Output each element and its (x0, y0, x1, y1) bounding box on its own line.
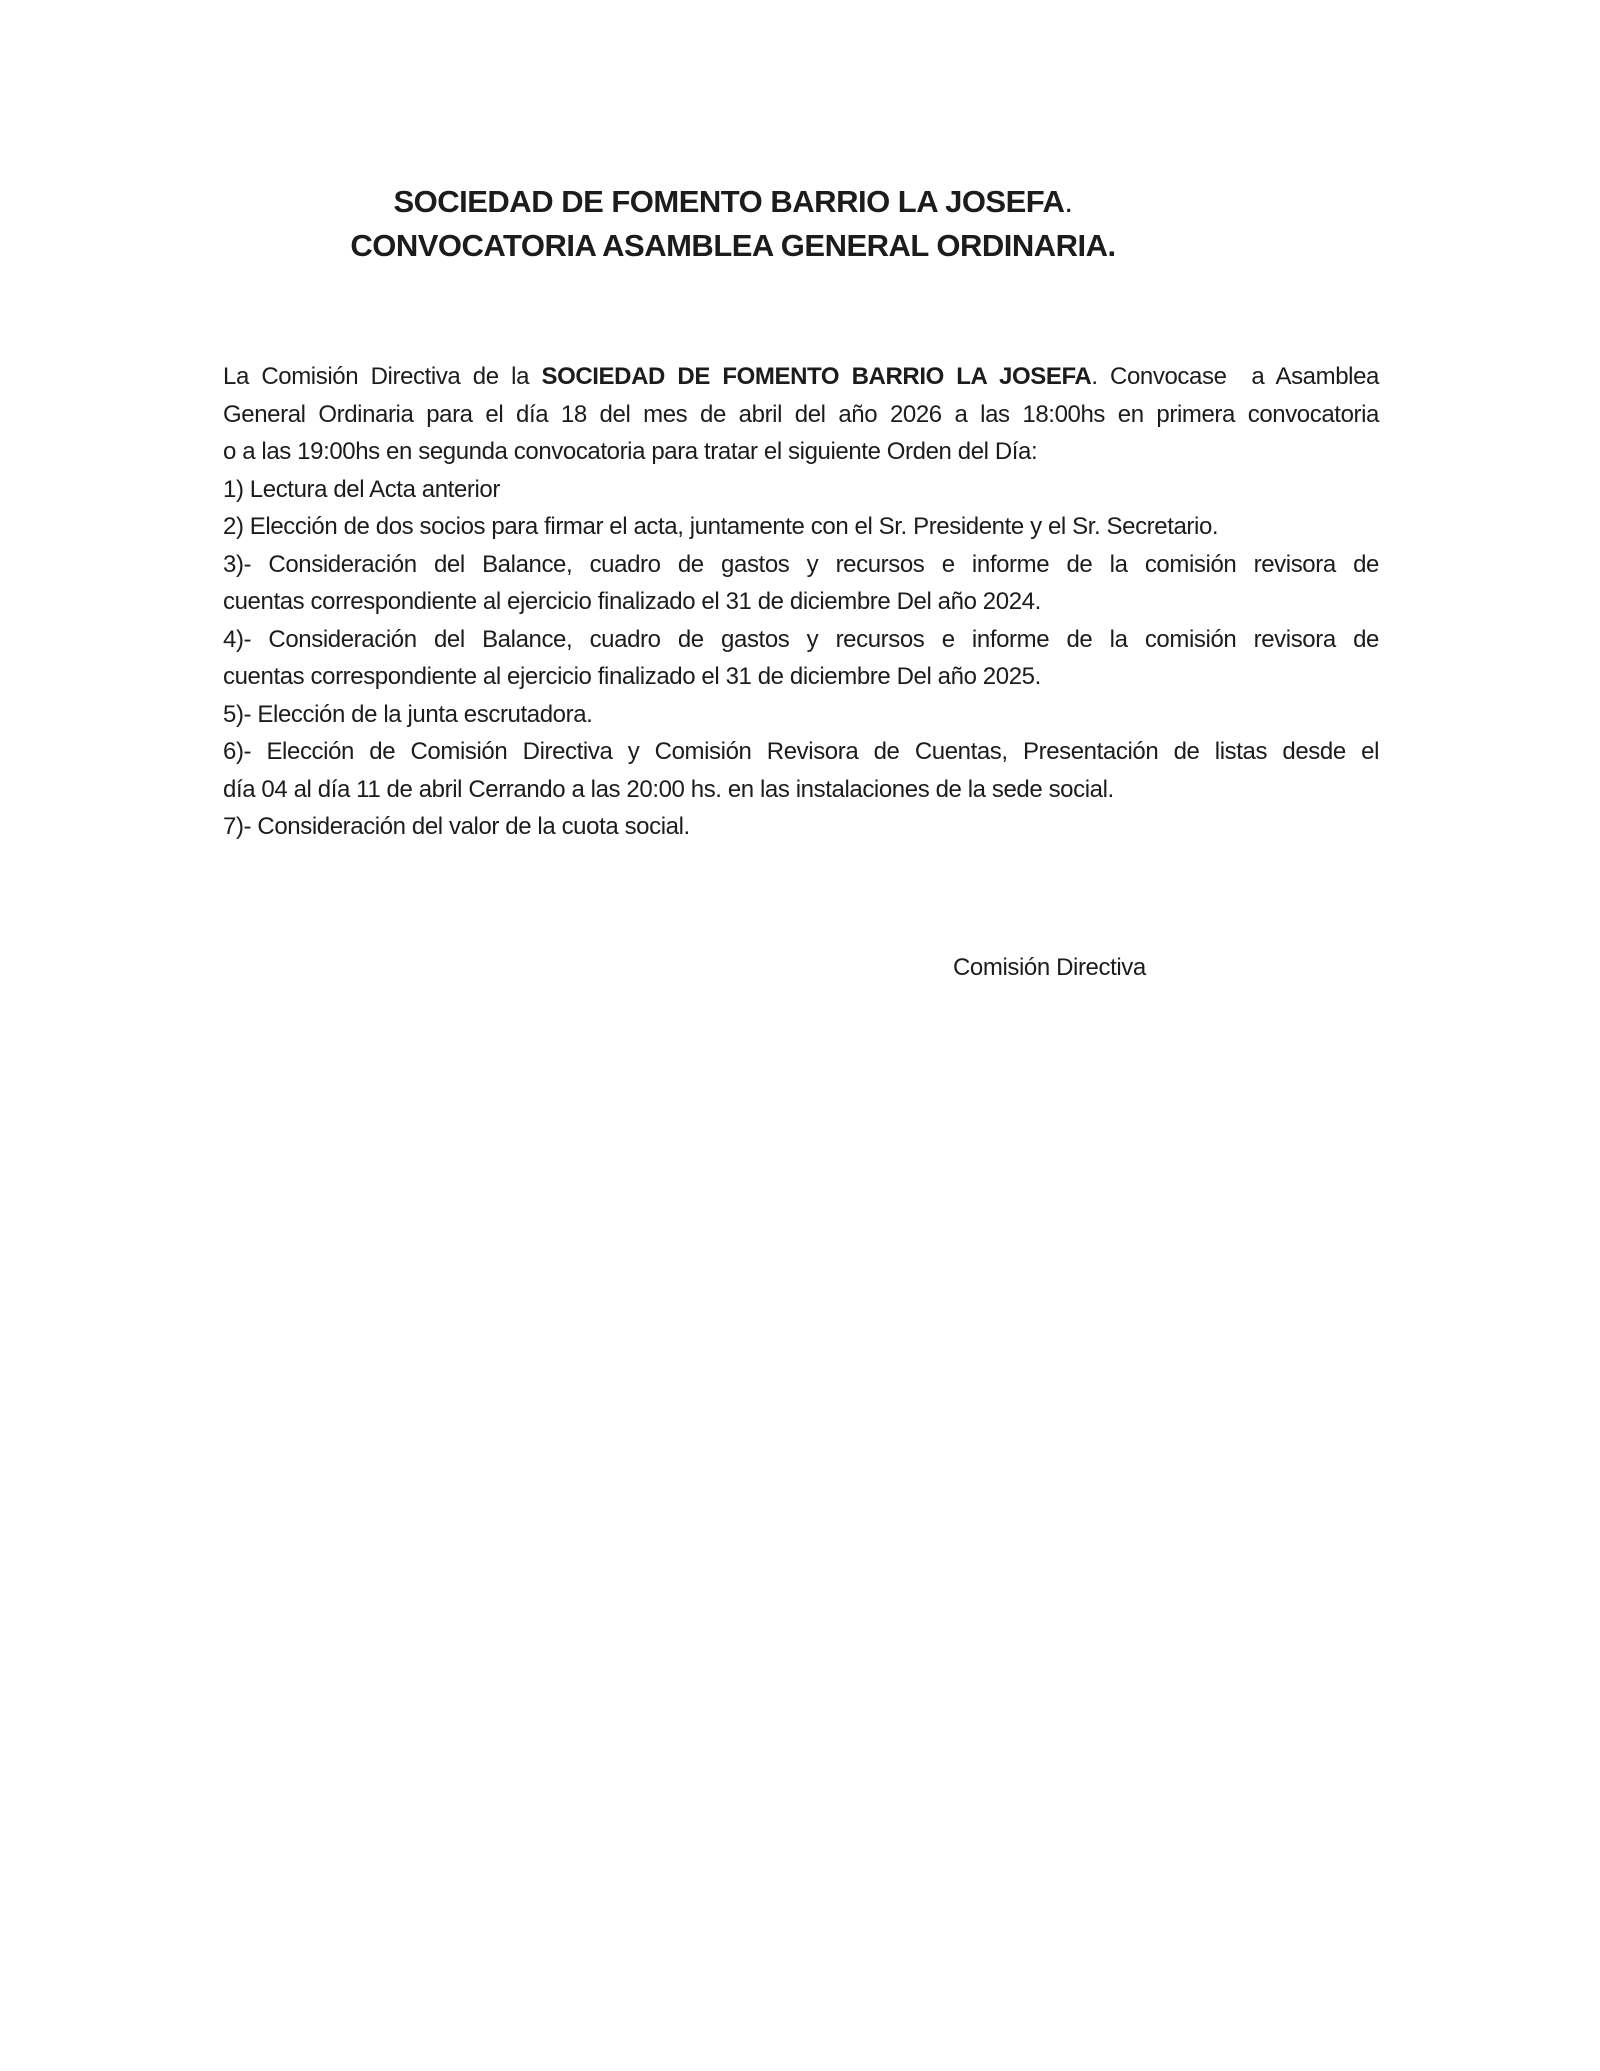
signature-text: Comisión Directiva (953, 953, 1146, 981)
agenda-item-3-line-1: 3)- Consideración del Balance, cuadro de gastos y recursos e informe de la comisión revisora de (223, 550, 1379, 578)
agenda-item-4-line-1: 4)- Consideración del Balance, cuadro de gastos y recursos e informe de la comisión revisora de (223, 625, 1379, 653)
intro-line-3: o a las 19:00hs en segunda convocatoria para tratar el siguiente Orden del Día: (223, 438, 1038, 465)
title-line-2: CONVOCATORIA ASAMBLEA GENERAL ORDINARIA. (350, 228, 1116, 263)
intro-line-1-pre: La Comisión Directiva de la (223, 363, 542, 390)
agenda-item-3-line-2: cuentas correspondiente al ejercicio finalizado el 31 de diciembre Del año 2024. (223, 588, 1041, 615)
agenda-item-7: 7)- Consideración del valor de la cuota social. (223, 813, 690, 840)
intro-line-2: General Ordinaria para el día 18 del mes de abril del año 2026 a las 18:00hs en primera convocatoria (223, 400, 1379, 428)
agenda-item-2: 2) Elección de dos socios para firmar el acta, juntamente con el Sr. Presidente y el Sr. Secretario. (223, 513, 1219, 540)
document-body (223, 358, 1379, 846)
agenda-item-6-line-2: día 04 al día 11 de abril Cerrando a las 20:00 hs. en las instalaciones de la sede social. (223, 775, 1114, 803)
intro-line-1-bold: SOCIEDAD DE FOMENTO BARRIO LA JOSEFA (541, 363, 1092, 390)
signature-row (223, 949, 1379, 987)
title-line-1-period: . (1064, 184, 1073, 219)
title-line-1-bold: SOCIEDAD DE FOMENTO BARRIO LA JOSEFA (393, 184, 1065, 219)
agenda-item-6-line-1: 6)- Elección de Comisión Directiva y Comisión Revisora de Cuentas, Presentación de listas desde el (223, 738, 1379, 765)
document-title (223, 0, 1243, 268)
intro-line-1 (223, 358, 1379, 396)
title-line-1 (223, 180, 1243, 224)
agenda-item-1: 1) Lectura del Acta anterior (223, 475, 500, 503)
agenda-item-5: 5)- Elección de la junta escrutadora. (223, 700, 593, 728)
intro-line-1-post: . Convocase a Asamblea (1091, 363, 1380, 390)
agenda-item-4-line-2: cuentas correspondiente al ejercicio finalizado el 31 de diciembre Del año 2025. (223, 663, 1041, 690)
